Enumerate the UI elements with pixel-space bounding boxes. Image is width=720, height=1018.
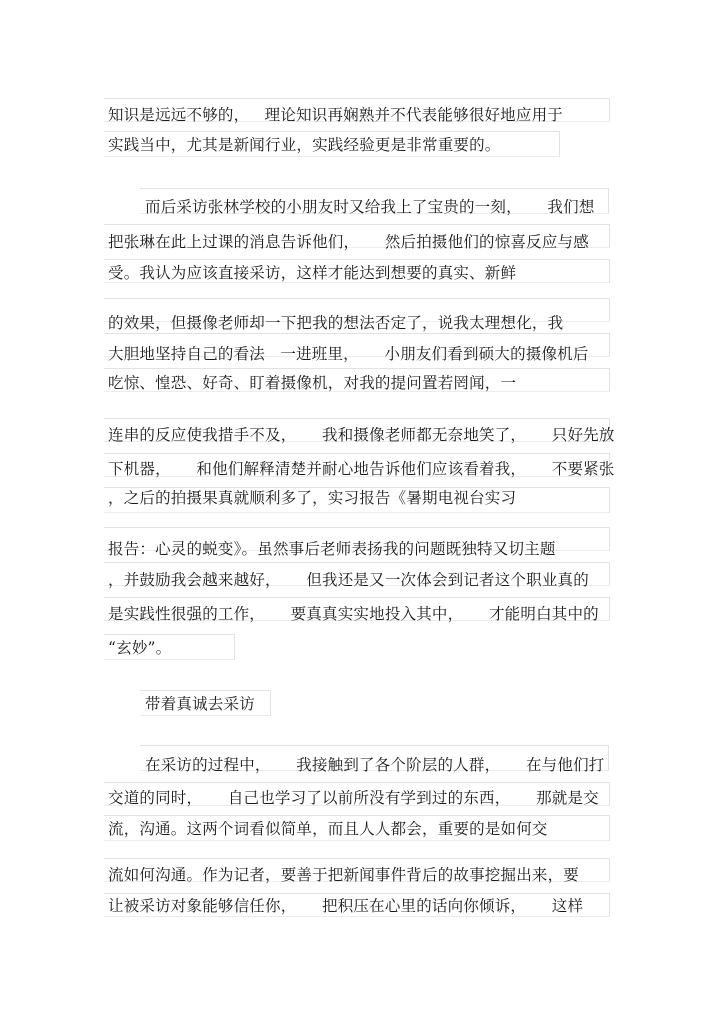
- body-text-line: 吃惊、惶恐、好奇、盯着摄像机，对我的提问置若罔闻，一: [108, 374, 517, 392]
- body-text-line: 大胆地坚持自己的看法 一进班里， 小朋友们看到硕大的摄像机后: [108, 345, 589, 363]
- body-text-line: 而后采访张林学校的小朋友时又给我上了宝贵的一刻， 我们想: [145, 198, 595, 216]
- body-text-line: 流如何沟通。作为记者，要善于把新闻事件背后的故事挖掘出来，要: [108, 866, 580, 884]
- body-text-line: 的效果，但摄像老师却一下把我的想法否定了，说我太理想化，我: [108, 314, 564, 332]
- body-text-line: 报告：心灵的蜕变》。虽然事后老师表扬我的问题既独特又切主题: [108, 540, 556, 558]
- body-text-line: 流，沟通。这两个词看似简单，而且人人都会，重要的是如何交: [108, 820, 548, 838]
- body-text-line: 受。我认为应该直接采访，这样才能达到想要的真实、新鲜: [108, 264, 517, 282]
- body-text-line: “玄妙”。: [108, 639, 172, 657]
- body-text-line: 连串的反应使我措手不及， 我和摄像老师都无奈地笑了， 只好先放: [108, 426, 615, 444]
- body-text-line: 在采访的过程中， 我接触到了各个阶层的人群， 在与他们打: [145, 756, 605, 774]
- body-text-line: 交道的同时， 自己也学习了以前所没有学到过的东西， 那就是交: [108, 789, 599, 807]
- section-heading: 带着真诚去采访: [145, 695, 255, 713]
- body-text-line: 把张琳在此上过课的消息告诉他们， 然后拍摄他们的惊喜反应与感: [108, 233, 589, 251]
- body-text-line: 让被采访对象能够信任你， 把积压在心里的话向你倾诉， 这样: [108, 897, 584, 915]
- body-text-line: ，并鼓励我会越来越好， 但我还是又一次体会到记者这个职业真的: [108, 571, 589, 589]
- body-text-line: 实践当中，尤其是新闻行业，实践经验更是非常重要的。: [108, 136, 501, 154]
- body-text-line: 下机器， 和他们解释清楚并耐心地告诉他们应该看着我， 不要紧张: [108, 460, 615, 478]
- body-text-line: 知识是远远不够的， 理论知识再娴熟并不代表能够很好地应用于: [108, 106, 563, 124]
- body-text-line: ，之后的拍摄果真就顺利多了，实习报告《暑期电视台实习: [108, 489, 517, 507]
- body-text-line: 是实践性很强的工作， 要真真实实地投入其中， 才能明白其中的: [108, 605, 599, 623]
